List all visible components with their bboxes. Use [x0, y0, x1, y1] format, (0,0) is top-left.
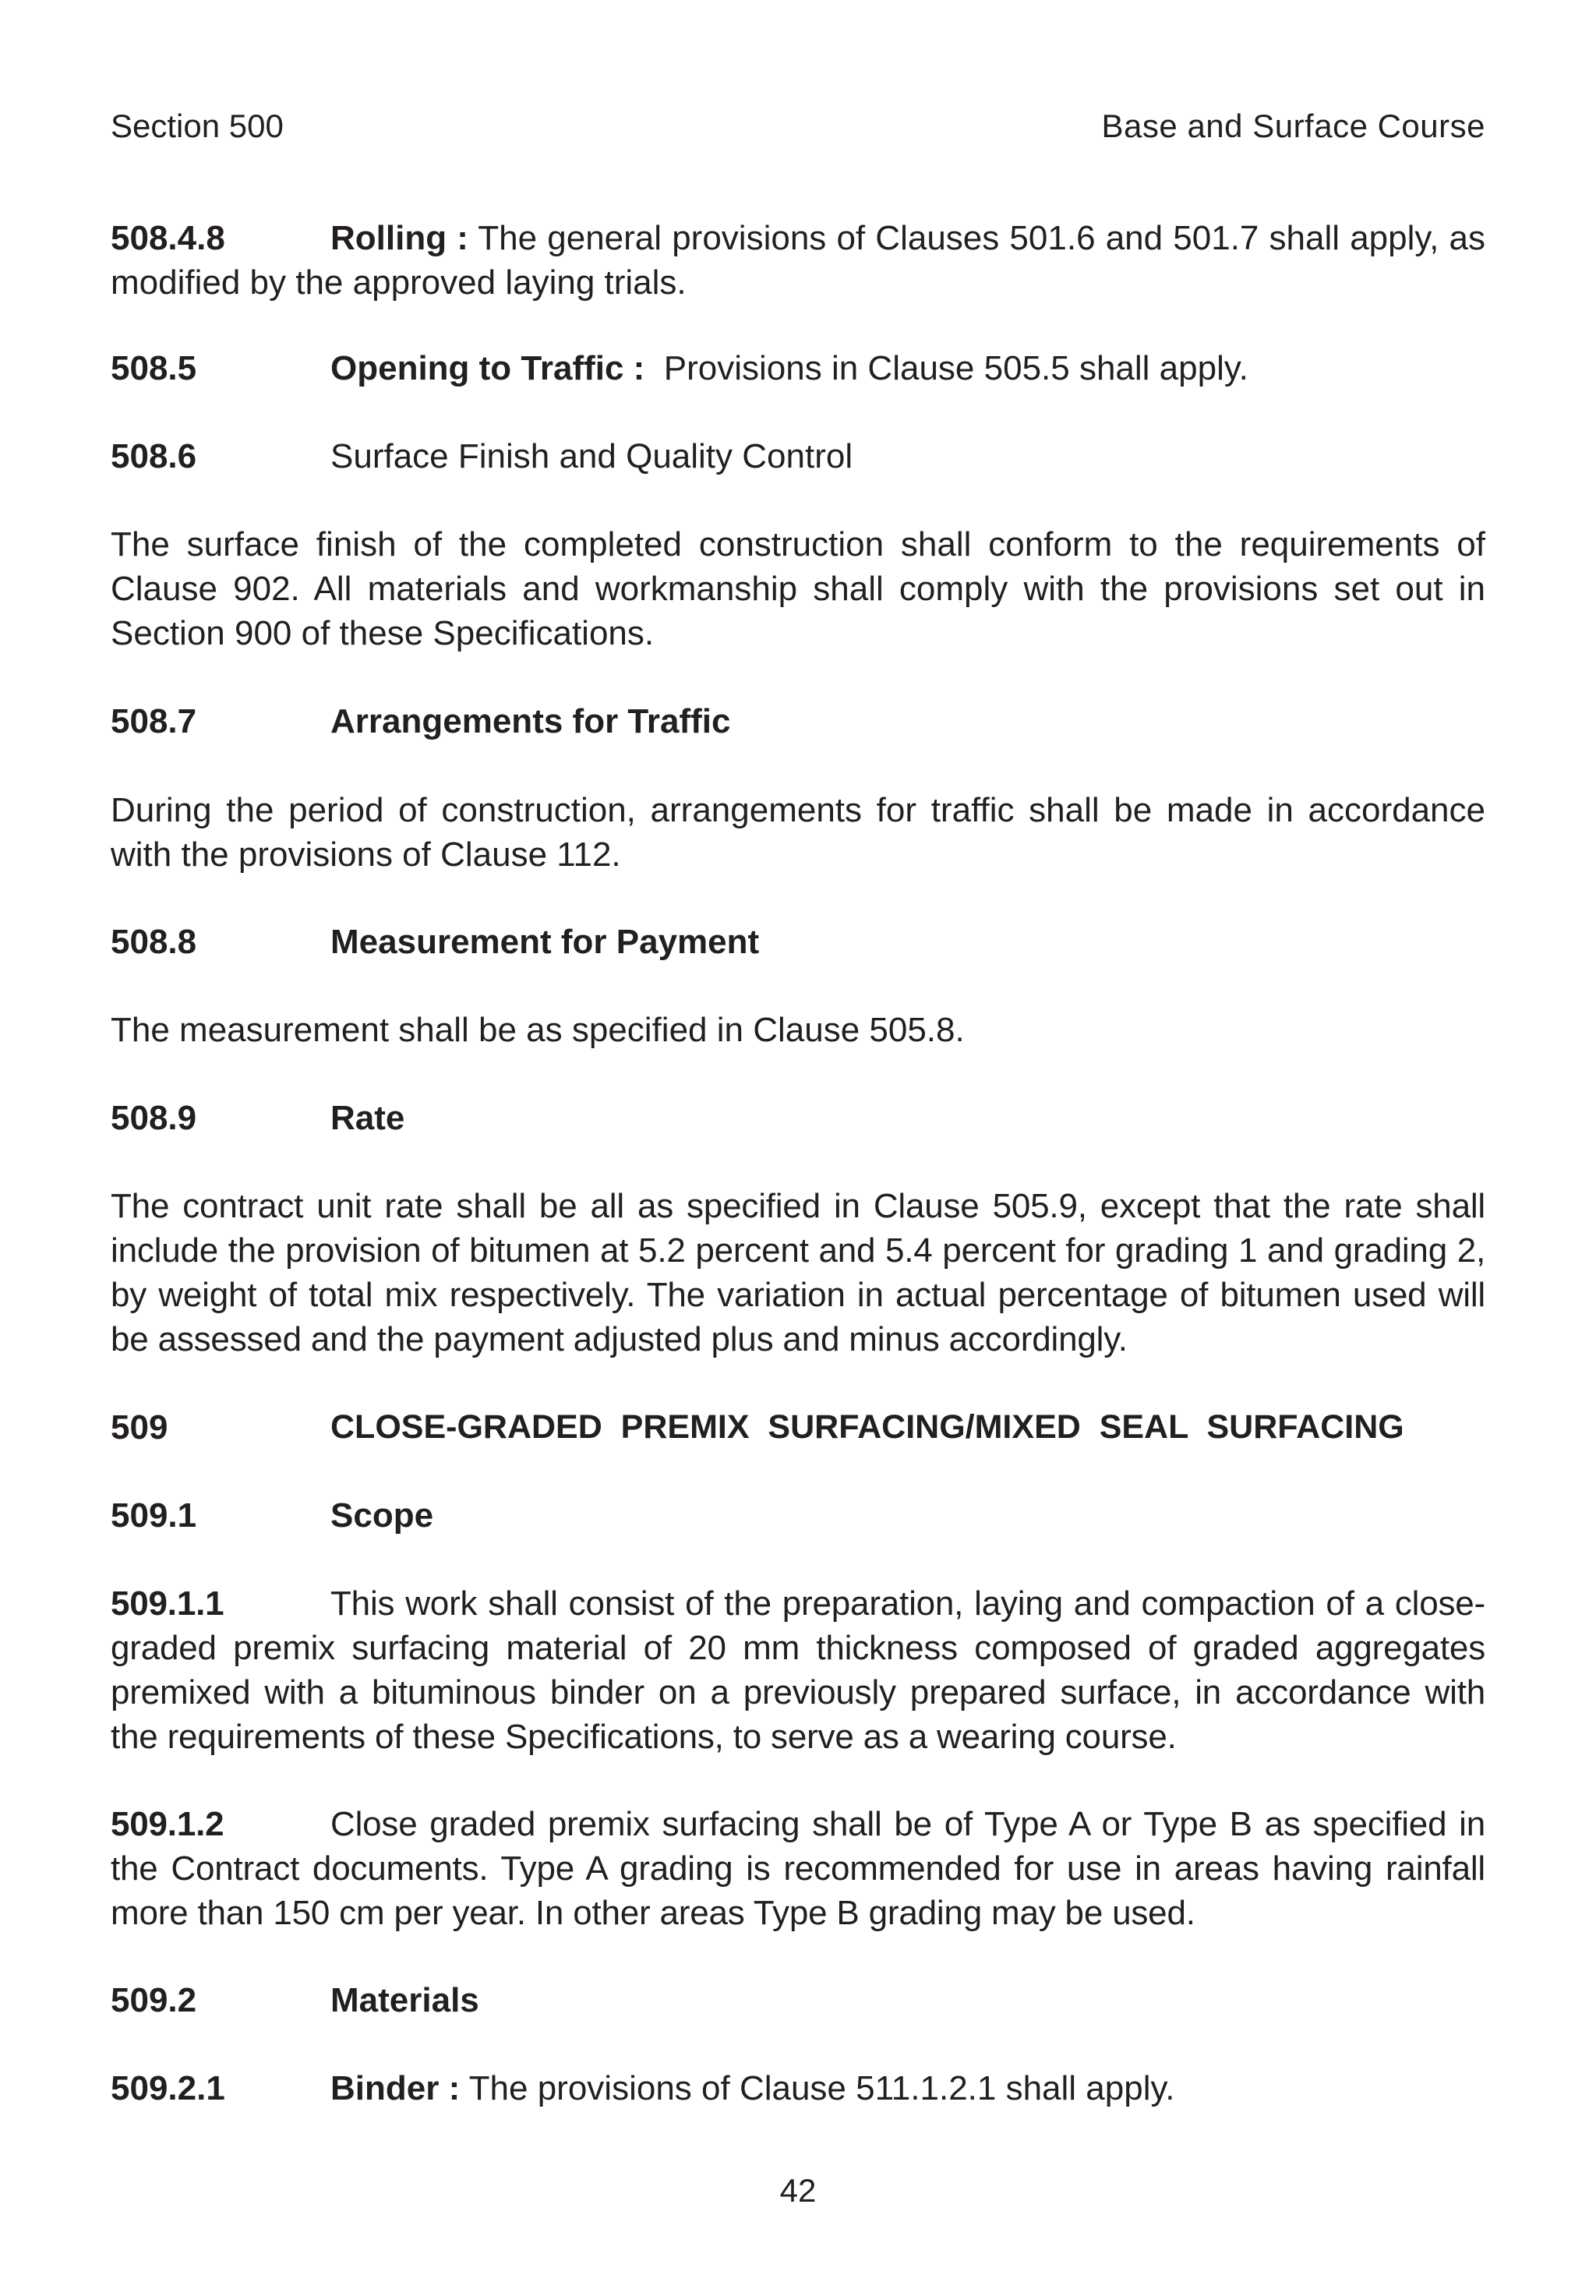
- clause-509-1-2: [111, 1802, 1485, 1935]
- section-body-508-9: The contract unit rate shall be all as specified in Clause 505.9, except that the rate shall include the provision of bitumen at 5.2 percent and 5.4 percent for grading 1 and grading 2, by weight of total mix respectively. The variation in actual percentage of bitumen used will be assessed and the payment adjusted plus and minus accordingly.: [111, 1187, 1485, 1358]
- section-number: 509.2: [111, 1981, 197, 2019]
- clause-text: This work shall consist of the preparation, laying and compaction of a close-graded premix surfacing material of 20 mm thickness composed of graded aggregates premixed with a bituminous binder on a previously prepared surface, in accordance with the requirements of these Specifications, to serve as a wearing course.: [111, 1584, 1485, 1756]
- section-title: Arrangements for Traffic: [330, 702, 731, 740]
- section-number: 508.8: [111, 923, 197, 961]
- section-title: CLOSE-GRADED PREMIX SURFACING/MIXED SEAL SURFACING: [330, 1408, 1404, 1446]
- clause-text: The general provisions of Clauses 501.6 and 501.7 shall apply, as modified by the approved laying trials.: [111, 219, 1485, 302]
- clause-lead: Rolling :: [330, 219, 468, 257]
- clause-text: Provisions in Clause 505.5 shall apply.: [644, 349, 1248, 387]
- clause-number: 509.1.2: [111, 1805, 224, 1843]
- clause-lead: Binder :: [330, 2069, 461, 2107]
- clause-number: 508.5: [111, 349, 197, 387]
- clause-text: The provisions of Clause 511.1.2.1 shall apply.: [460, 2069, 1175, 2107]
- section-title: Surface Finish and Quality Control: [330, 437, 853, 475]
- section-heading-508-8: [111, 920, 1485, 964]
- clause-number: 509.1.1: [111, 1584, 224, 1623]
- clause-509-2-1: [111, 2066, 1485, 2111]
- section-heading-508-9: [111, 1096, 1485, 1140]
- header-chapter-title: Base and Surface Course: [1101, 108, 1485, 144]
- section-heading-509: [111, 1405, 1485, 1450]
- section-number: 509.1: [111, 1496, 197, 1535]
- clause-text: Close graded premix surfacing shall be of Type A or Type B as specified in the Contract documents. Type A grading is recommended for use in areas having rainfall more than 150 cm per year. In other areas Type B grading may be used.: [111, 1805, 1485, 1932]
- clause-lead: Opening to Traffic :: [330, 349, 645, 387]
- section-number: 508.9: [111, 1099, 197, 1137]
- clause-508-5: [111, 346, 1485, 390]
- section-heading-508-6: [111, 434, 1485, 479]
- section-number: 509: [111, 1408, 168, 1446]
- clause-number: 509.2.1: [111, 2069, 225, 2107]
- section-body-508-7: During the period of construction, arrangements for traffic shall be made in accordance with the provisions of Clause 112.: [111, 791, 1485, 874]
- section-number: 508.6: [111, 437, 197, 475]
- section-title: Materials: [330, 1981, 479, 2019]
- section-body-508-8: The measurement shall be as specified in Clause 505.8.: [111, 1011, 965, 1049]
- clause-number: 508.4.8: [111, 219, 225, 257]
- section-heading-508-7: [111, 699, 1485, 744]
- clause-509-1-1: [111, 1581, 1485, 1759]
- page-number: 42: [779, 2172, 817, 2209]
- header-section-label: Section 500: [111, 108, 284, 144]
- section-heading-509-1: [111, 1493, 1485, 1538]
- section-heading-509-2: [111, 1978, 1485, 2022]
- section-title: Measurement for Payment: [330, 923, 760, 961]
- section-number: 508.7: [111, 702, 197, 740]
- section-body-508-6: The surface finish of the completed construction shall conform to the requirements of Clause 902. All materials and workmanship shall comply with the provisions set out in Section 900 of these Specifications.: [111, 525, 1485, 652]
- section-title: Scope: [330, 1496, 434, 1535]
- clause-508-4-8: [111, 216, 1485, 305]
- section-title: Rate: [330, 1099, 405, 1137]
